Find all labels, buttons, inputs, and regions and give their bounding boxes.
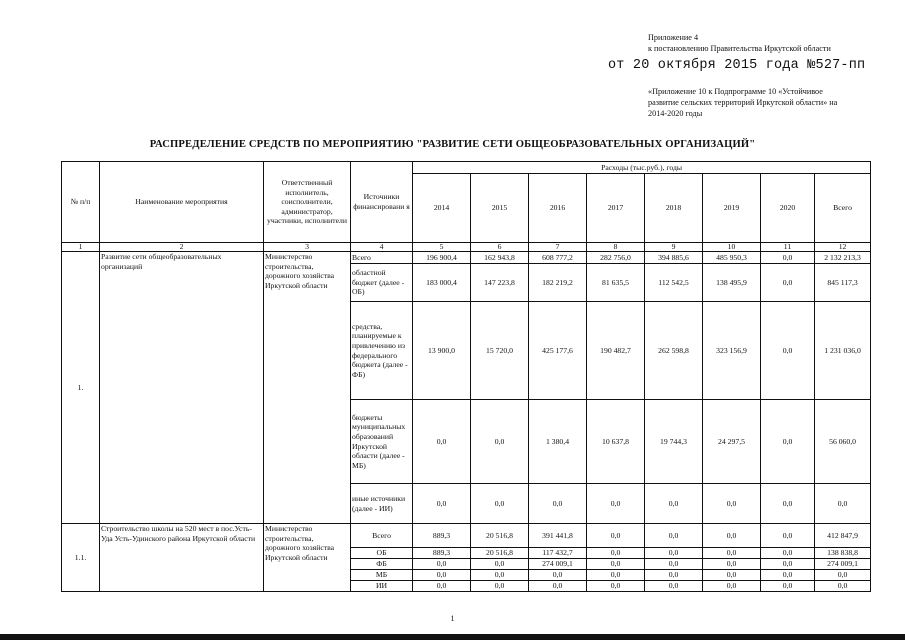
- value-cell: 0,0: [413, 484, 471, 524]
- value-cell: 0,0: [413, 400, 471, 484]
- col-number: 5: [413, 243, 471, 252]
- value-cell: 24 297,5: [703, 400, 761, 484]
- year-2018: 2018: [645, 174, 703, 243]
- value-cell: 0,0: [703, 559, 761, 570]
- value-cell: 0,0: [471, 581, 529, 592]
- value-cell: 0,0: [761, 264, 815, 302]
- resolution-date: от 20 октября 2015 года №527-пп: [608, 58, 866, 73]
- value-cell: 0,0: [815, 570, 871, 581]
- value-cell: 0,0: [471, 400, 529, 484]
- value-cell: 0,0: [587, 570, 645, 581]
- section-name: Строительство школы на 520 мест в пос.Усть-Уда Усть-Удинского района Иркутской области: [100, 524, 264, 592]
- col-number: 3: [264, 243, 351, 252]
- value-cell: 0,0: [471, 559, 529, 570]
- value-cell: 394 885,6: [645, 252, 703, 264]
- subprogram-line-1: «Приложение 10 к Подпрограмме 10 «Устойчивое: [648, 87, 823, 96]
- source-label: Всего: [351, 252, 413, 264]
- value-cell: 162 943,8: [471, 252, 529, 264]
- value-cell: 81 635,5: [587, 264, 645, 302]
- value-cell: 0,0: [761, 548, 815, 559]
- subprogram-line-3: 2014-2020 годы: [648, 109, 703, 118]
- table-row: [62, 252, 871, 264]
- value-cell: 0,0: [761, 400, 815, 484]
- source-label: ФБ: [351, 559, 413, 570]
- resolution-label: к постановлению Правительства Иркутской области: [648, 44, 831, 53]
- col-number: 10: [703, 243, 761, 252]
- source-label: бюджеты муниципальных образований Иркутской области (далее - МБ): [351, 400, 413, 484]
- value-cell: 845 117,3: [815, 264, 871, 302]
- table-row: [62, 524, 871, 548]
- value-cell: 0,0: [413, 581, 471, 592]
- section-responsible: Министерство строительства, дорожного хозяйства Иркутской области: [264, 524, 351, 592]
- value-cell: 20 516,8: [471, 524, 529, 548]
- value-cell: 0,0: [587, 484, 645, 524]
- value-cell: 0,0: [529, 570, 587, 581]
- source-label: средства, планируемые к привлечению из федерального бюджета (далее - ФБ): [351, 302, 413, 400]
- value-cell: 0,0: [703, 570, 761, 581]
- value-cell: 112 542,5: [645, 264, 703, 302]
- value-cell: 0,0: [587, 581, 645, 592]
- value-cell: 138 838,8: [815, 548, 871, 559]
- col-number: 6: [471, 243, 529, 252]
- header-expenses: Расходы (тыс.руб.), годы: [413, 162, 871, 174]
- header-source: Источники финансировани я: [351, 162, 413, 243]
- value-cell: 0,0: [703, 484, 761, 524]
- value-cell: 391 441,8: [529, 524, 587, 548]
- value-cell: 0,0: [645, 484, 703, 524]
- value-cell: 2 132 213,3: [815, 252, 871, 264]
- value-cell: 0,0: [645, 581, 703, 592]
- source-label: ОБ: [351, 548, 413, 559]
- source-label: иные источники (далее - ИИ): [351, 484, 413, 524]
- value-cell: 485 950,3: [703, 252, 761, 264]
- value-cell: 274 009,1: [529, 559, 587, 570]
- year-2017: 2017: [587, 174, 645, 243]
- year-2016: 2016: [529, 174, 587, 243]
- value-cell: 0,0: [761, 524, 815, 548]
- section-number: 1.1.: [62, 524, 100, 592]
- col-number: 11: [761, 243, 815, 252]
- col-number: 7: [529, 243, 587, 252]
- value-cell: 425 177,6: [529, 302, 587, 400]
- col-number: 8: [587, 243, 645, 252]
- value-cell: 0,0: [815, 484, 871, 524]
- value-cell: 1 380,4: [529, 400, 587, 484]
- value-cell: 0,0: [529, 484, 587, 524]
- value-cell: 0,0: [761, 570, 815, 581]
- subprogram-line-2: развитие сельских территорий Иркутской области» на: [648, 98, 838, 107]
- col-number: 1: [62, 243, 100, 252]
- col-number: 4: [351, 243, 413, 252]
- year-2020: 2020: [761, 174, 815, 243]
- value-cell: 13 900,0: [413, 302, 471, 400]
- value-cell: 274 009,1: [815, 559, 871, 570]
- value-cell: 0,0: [587, 559, 645, 570]
- value-cell: 0,0: [645, 570, 703, 581]
- value-cell: 0,0: [761, 484, 815, 524]
- value-cell: 138 495,9: [703, 264, 761, 302]
- value-cell: 0,0: [587, 524, 645, 548]
- source-label: областной бюджет (далее - ОБ): [351, 264, 413, 302]
- source-label: ИИ: [351, 581, 413, 592]
- value-cell: 0,0: [703, 524, 761, 548]
- year-2014: 2014: [413, 174, 471, 243]
- value-cell: 0,0: [703, 581, 761, 592]
- value-cell: 0,0: [529, 581, 587, 592]
- source-label: МБ: [351, 570, 413, 581]
- value-cell: 190 482,7: [587, 302, 645, 400]
- value-cell: 10 637,8: [587, 400, 645, 484]
- value-cell: 0,0: [645, 559, 703, 570]
- value-cell: 0,0: [471, 484, 529, 524]
- value-cell: 183 000,4: [413, 264, 471, 302]
- value-cell: 15 720,0: [471, 302, 529, 400]
- value-cell: 0,0: [587, 548, 645, 559]
- section-number: 1.: [62, 252, 100, 524]
- year-2015: 2015: [471, 174, 529, 243]
- col-number: 12: [815, 243, 871, 252]
- year-total: Всего: [815, 174, 871, 243]
- value-cell: 0,0: [413, 570, 471, 581]
- section-name: Развитие сети общеобразовательных организаций: [100, 252, 264, 524]
- header-num: № п/п: [62, 162, 100, 243]
- value-cell: 196 900,4: [413, 252, 471, 264]
- header-name: Наименование мероприятия: [100, 162, 264, 243]
- value-cell: 0,0: [761, 559, 815, 570]
- value-cell: 0,0: [761, 252, 815, 264]
- value-cell: 0,0: [761, 581, 815, 592]
- value-cell: 889,3: [413, 548, 471, 559]
- value-cell: 608 777,2: [529, 252, 587, 264]
- value-cell: 117 432,7: [529, 548, 587, 559]
- value-cell: 0,0: [645, 548, 703, 559]
- scan-edge: [0, 634, 905, 640]
- col-number: 9: [645, 243, 703, 252]
- value-cell: 323 156,9: [703, 302, 761, 400]
- document-title: РАСПРЕДЕЛЕНИЕ СРЕДСТВ ПО МЕРОПРИЯТИЮ "РАЗВИТИЕ СЕТИ ОБЩЕОБРАЗОВАТЕЛЬНЫХ ОРГАНИЗАЦИЙ": [149, 139, 756, 150]
- value-cell: 182 219,2: [529, 264, 587, 302]
- value-cell: 1 231 036,0: [815, 302, 871, 400]
- value-cell: 412 847,9: [815, 524, 871, 548]
- appendix-label: Приложение 4: [648, 33, 699, 42]
- value-cell: 0,0: [413, 559, 471, 570]
- section-responsible: Министерство строительства, дорожного хозяйства Иркутской области: [264, 252, 351, 524]
- value-cell: 0,0: [703, 548, 761, 559]
- value-cell: 0,0: [815, 581, 871, 592]
- value-cell: 0,0: [471, 570, 529, 581]
- value-cell: 282 756,0: [587, 252, 645, 264]
- page-number: 1: [450, 614, 455, 623]
- value-cell: 20 516,8: [471, 548, 529, 559]
- source-label: Всего: [351, 524, 413, 548]
- value-cell: 147 223,8: [471, 264, 529, 302]
- header-responsible: Ответственный исполнитель, соисполнители, администратор, участники, исполнители: [264, 162, 351, 243]
- distribution-table: [61, 161, 871, 592]
- value-cell: 0,0: [645, 524, 703, 548]
- value-cell: 19 744,3: [645, 400, 703, 484]
- value-cell: 262 598,8: [645, 302, 703, 400]
- value-cell: 56 060,0: [815, 400, 871, 484]
- col-number: 2: [100, 243, 264, 252]
- value-cell: 0,0: [761, 302, 815, 400]
- year-2019: 2019: [703, 174, 761, 243]
- value-cell: 889,3: [413, 524, 471, 548]
